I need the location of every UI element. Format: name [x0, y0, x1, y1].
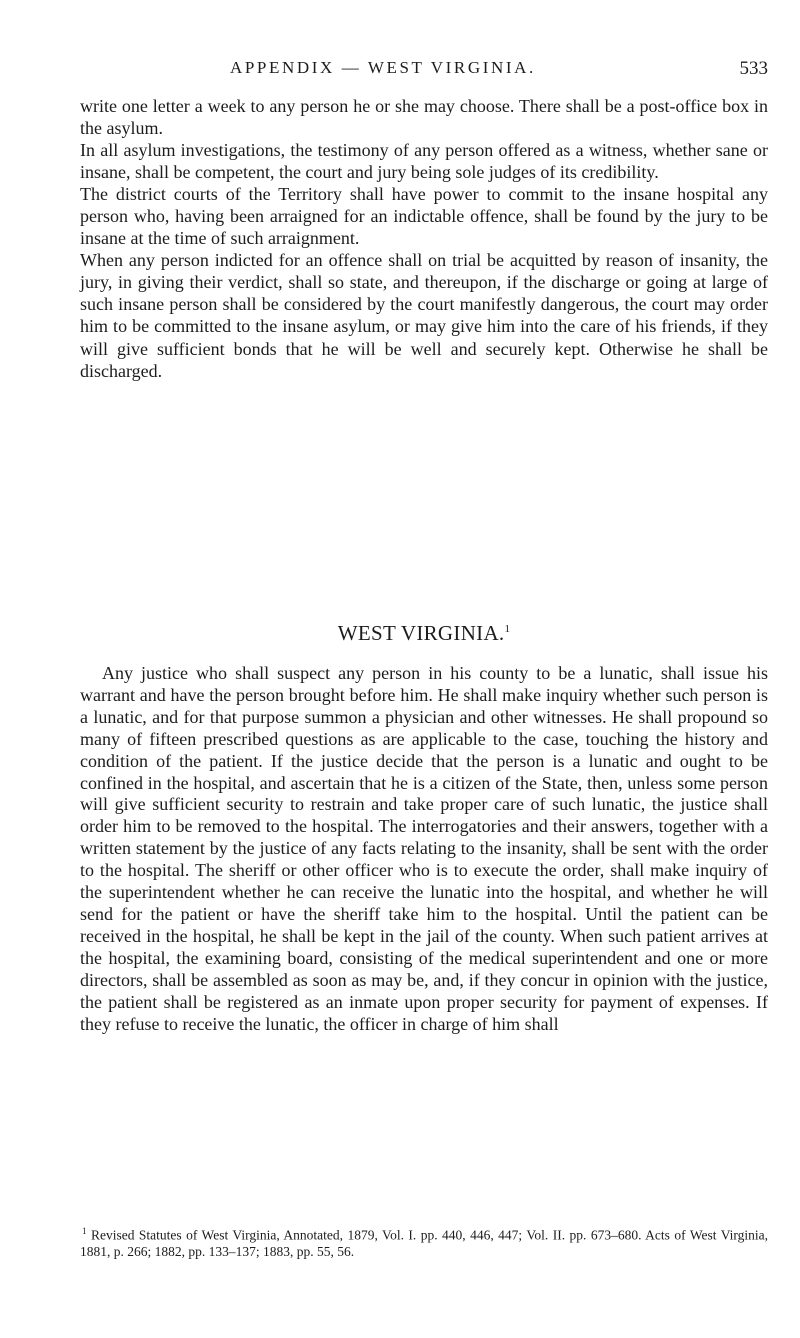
paragraph-acquittal: When any person indicted for an offence shall on trial be acquitted by reason of insanity, the jury, in giving their verdict, shall so state, and thereupon, if the discharge or going at large of such insane person shall be considered by the court manifestly dangerous, the court may order him to be committed to the insane asylum, or may give him into the care of his friends, if they will give sufficient bonds that he will be well and securely kept. Otherwise he shall be discharged. — [80, 250, 768, 381]
section-body — [80, 663, 768, 1035]
paragraph-justice-procedure: Any justice who shall suspect any person in his county to be a lunatic, shall issue his warrant and have the person brought before him. He shall make inquiry whether such person is a lunatic, and for that purpose summon a physician and other witnesses. He shall propound so many of fifteen prescribed questions as are applicable to the case, touching the history and condition of the patient. If the justice decide that the person is a lunatic and ought to be confined in the hospital, and ascertain that he is a citizen of the State, then, unless some person will give sufficient security to restrain and take proper care of such lunatic, the justice shall order him to be removed to the hospital. The interrogatories and their answers, together with a written statement by the justice of any facts relating to the insanity, shall be sent with the order to the hospital. The sheriff or other officer who is to execute the order, shall make inquiry of the superintendent whether he can receive the lunatic into the hospital, and whether he will send for the patient or have the sheriff take him to the hospital. Until the patient can be received in the hospital, he shall be kept in the jail of the county. When such patient arrives at the hospital, the examining board, consisting of the medical superintendent and one or more directors, shall be assembled as soon as may be, and, if they concur in opinion with the justice, the patient shall be registered as an inmate upon proper security for payment of expenses. If they refuse to receive the lunatic, the officer in charge of him shall — [80, 663, 768, 1034]
page-number: 533 — [739, 58, 768, 79]
footnote-reference: 1 — [504, 623, 511, 635]
footnote-text: Revised Statutes of West Virginia, Annotated, 1879, Vol. I. pp. 440, 446, 447; Vol. II. pp. 673–680. Acts of West Virginia, 1881, p. 266; 1882, pp. 133–137; 1883, pp. 55, 56. — [80, 1227, 769, 1259]
paragraph-testimony: In all asylum investigations, the testimony of any person offered as a witness, whether sane or insane, shall be competent, the court and jury being sole judges of its credibility. — [80, 140, 768, 183]
paragraph-district-courts: The district courts of the Territory shall have power to commit to the insane hospital any person who, having been arraigned for an indictable offence, shall be found by the jury to be insane at the time of such arraignment. — [80, 184, 768, 249]
section-title — [80, 621, 768, 646]
running-title: APPENDIX — WEST VIRGINIA. — [230, 58, 536, 77]
footnote — [80, 1223, 768, 1260]
footnote-mark: 1 — [82, 1226, 87, 1236]
continued-text — [80, 95, 768, 382]
section-title-text: WEST VIRGINIA. — [337, 621, 505, 645]
running-head — [80, 58, 768, 86]
paragraph-post-office: write one letter a week to any person he or she may choose. There shall be a post-office box in the asylum. — [80, 96, 768, 139]
